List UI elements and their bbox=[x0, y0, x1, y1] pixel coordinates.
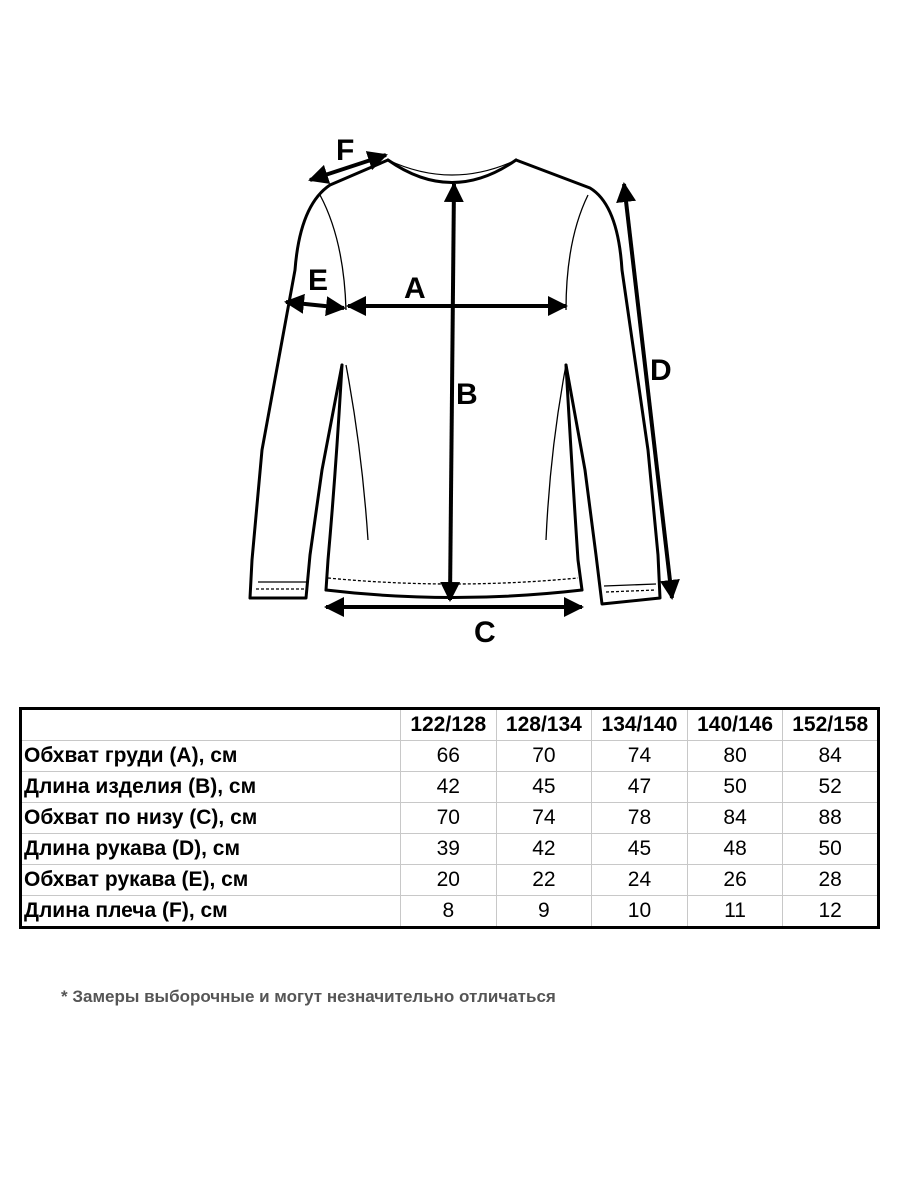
table-cell: 39 bbox=[401, 834, 497, 865]
table-row bbox=[21, 772, 879, 803]
arrow-b bbox=[450, 184, 454, 600]
table-cell: 70 bbox=[496, 741, 592, 772]
table-corner-cell bbox=[21, 709, 401, 741]
table-cell: 8 bbox=[401, 896, 497, 928]
table-row bbox=[21, 834, 879, 865]
table-cell: 80 bbox=[687, 741, 783, 772]
table-cell: 47 bbox=[592, 772, 688, 803]
table-cell: 28 bbox=[783, 865, 879, 896]
table-cell: 42 bbox=[401, 772, 497, 803]
table-cell: 50 bbox=[687, 772, 783, 803]
label-b: B bbox=[456, 378, 478, 411]
row-label: Обхват груди (A), см bbox=[21, 741, 401, 772]
table-cell: 84 bbox=[687, 803, 783, 834]
table-cell: 70 bbox=[401, 803, 497, 834]
table-cell: 45 bbox=[592, 834, 688, 865]
row-label: Длина изделия (B), см bbox=[21, 772, 401, 803]
table-body bbox=[21, 741, 879, 928]
label-d: D bbox=[650, 354, 672, 387]
table-cell: 66 bbox=[401, 741, 497, 772]
table-cell: 24 bbox=[592, 865, 688, 896]
table-cell: 22 bbox=[496, 865, 592, 896]
table-header-row bbox=[21, 709, 879, 741]
size-header: 140/146 bbox=[687, 709, 783, 741]
table-cell: 45 bbox=[496, 772, 592, 803]
table-cell: 50 bbox=[783, 834, 879, 865]
table-cell: 11 bbox=[687, 896, 783, 928]
table-row bbox=[21, 865, 879, 896]
size-header: 152/158 bbox=[783, 709, 879, 741]
arrow-e bbox=[286, 302, 344, 308]
table-cell: 48 bbox=[687, 834, 783, 865]
table-cell: 12 bbox=[783, 896, 879, 928]
arrow-d bbox=[624, 184, 672, 598]
row-label: Обхват рукава (E), см bbox=[21, 865, 401, 896]
label-e: E bbox=[308, 264, 329, 297]
table-cell: 88 bbox=[783, 803, 879, 834]
size-table bbox=[19, 707, 880, 929]
row-label: Длина плеча (F), см bbox=[21, 896, 401, 928]
label-c: C bbox=[474, 616, 496, 649]
row-label: Длина рукава (D), см bbox=[21, 834, 401, 865]
table-cell: 52 bbox=[783, 772, 879, 803]
table-row bbox=[21, 803, 879, 834]
size-header: 128/134 bbox=[496, 709, 592, 741]
table-cell: 9 bbox=[496, 896, 592, 928]
table-cell: 26 bbox=[687, 865, 783, 896]
size-header: 134/140 bbox=[592, 709, 688, 741]
row-label: Обхват по низу (C), см bbox=[21, 803, 401, 834]
table-cell: 10 bbox=[592, 896, 688, 928]
footnote: * Замеры выборочные и могут незначительно отличаться bbox=[61, 987, 556, 1006]
table-cell: 20 bbox=[401, 865, 497, 896]
table-cell: 78 bbox=[592, 803, 688, 834]
table-row bbox=[21, 896, 879, 928]
table-cell: 74 bbox=[496, 803, 592, 834]
table-cell: 84 bbox=[783, 741, 879, 772]
label-a: A bbox=[404, 272, 426, 305]
table-cell: 42 bbox=[496, 834, 592, 865]
table-row bbox=[21, 741, 879, 772]
label-f: F bbox=[336, 134, 355, 167]
table-cell: 74 bbox=[592, 741, 688, 772]
size-header: 122/128 bbox=[401, 709, 497, 741]
